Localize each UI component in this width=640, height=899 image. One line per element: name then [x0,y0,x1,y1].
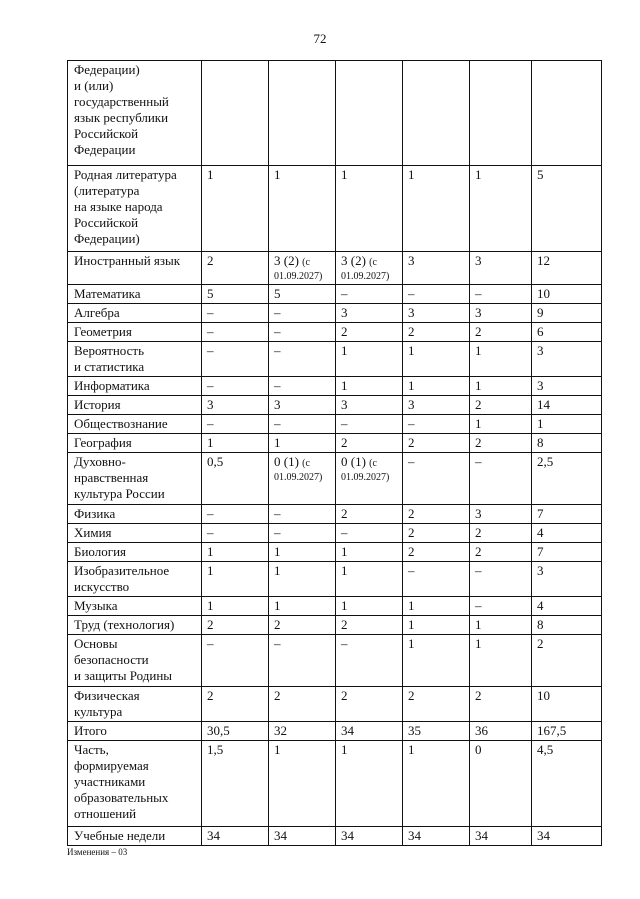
value-cell: 1 [202,543,269,562]
subject-cell [68,505,202,524]
table-row [68,524,602,543]
subject-line: История [74,397,121,412]
subject-cell [68,453,202,505]
subject-cell [68,61,202,166]
value-cell: 7 [532,543,602,562]
value-cell: 1 [403,616,470,635]
value-cell: 1 [403,166,470,252]
table-row [68,434,602,453]
subject-cell [68,562,202,597]
value-cell: 1 [470,377,532,396]
value-cell: – [470,285,532,304]
subject-line: культура [74,704,123,719]
value-cell: 2 [403,505,470,524]
value-cell: 10 [532,687,602,722]
subject-line: Физика [74,506,116,521]
value-cell [336,453,403,505]
value-cell: 1 [336,543,403,562]
value-cell: 0 [470,741,532,827]
value-cell: – [202,377,269,396]
value-cell: 2 [470,396,532,415]
value-date-note: 01.09.2027) [274,271,323,282]
value-cell: 1 [336,166,403,252]
table-row [68,323,602,342]
value-cell: 1 [336,597,403,616]
value-cell: 2 [336,505,403,524]
value-cell: 1 [470,635,532,687]
value-cell: – [269,342,336,377]
value-cell: 3 [336,304,403,323]
value-cell: 34 [470,827,532,846]
value-cell: 1 [202,562,269,597]
value-cell: 3 [532,562,602,597]
table-row [68,505,602,524]
subject-line: Учебные недели [74,828,166,843]
value-cell: 2 [336,687,403,722]
value-cell: 2,5 [532,453,602,505]
subject-line: на языке народа [74,199,163,214]
subject-cell [68,687,202,722]
subject-line: География [74,435,132,450]
value-cell: 2 [403,524,470,543]
subject-line: Алгебра [74,305,120,320]
value-cell: 167,5 [532,722,602,741]
subject-line: Основы [74,636,118,651]
value-cell: 34 [336,722,403,741]
value-cell: 3 [532,342,602,377]
value-cell: 1 [336,562,403,597]
value-cell: 10 [532,285,602,304]
value-cell: 2 [202,616,269,635]
value-cell: – [202,415,269,434]
table-row [68,597,602,616]
value-cell: 1 [269,166,336,252]
value-cell: 1 [403,635,470,687]
subject-cell [68,434,202,453]
subject-cell [68,396,202,415]
value-date-note: 01.09.2027) [274,472,323,483]
value-cell: 1 [403,342,470,377]
table-row [68,562,602,597]
value-cell: 36 [470,722,532,741]
table-row [68,285,602,304]
value-cell: 2 [202,252,269,285]
subject-line: и (или) [74,78,114,93]
value-cell: 3 [336,396,403,415]
value-cell: 1 [403,377,470,396]
value-cell: – [202,342,269,377]
subject-line: (литература [74,183,140,198]
subject-line: Геометрия [74,324,132,339]
subject-line: Биология [74,544,127,559]
value-cell: 2 [470,434,532,453]
subject-cell [68,543,202,562]
subject-cell [68,323,202,342]
value-cell: 1 [269,434,336,453]
value-cell: 30,5 [202,722,269,741]
value-cell: 3 [403,396,470,415]
value-cell: 1 [202,597,269,616]
value-cell: 1 [532,415,602,434]
value-cell: 1 [336,377,403,396]
subject-cell [68,377,202,396]
subject-line: искусство [74,579,130,594]
value-cell: 34 [403,827,470,846]
value-cell: – [202,635,269,687]
value-cell: 2 [269,616,336,635]
value-cell: 3 [202,396,269,415]
subject-line: Федерации [74,142,136,157]
table-row [68,722,602,741]
value-main: 0 (1) [341,454,370,469]
subject-line: образовательных [74,790,169,805]
value-main: 0 (1) [274,454,303,469]
value-cell: 2 [336,323,403,342]
table-row [68,827,602,846]
value-cell: 5 [532,166,602,252]
value-cell: 9 [532,304,602,323]
value-cell: 8 [532,616,602,635]
value-cell [202,61,269,166]
subject-line: Изобразительное [74,563,170,578]
value-cell: 1 [202,434,269,453]
subject-cell [68,252,202,285]
value-cell: 1 [403,597,470,616]
value-cell: 2 [336,434,403,453]
value-cell: 3 [403,304,470,323]
table-row [68,252,602,285]
subject-line: Труд (технология) [74,617,175,632]
value-cell [269,453,336,505]
subject-line: Обществознание [74,416,168,431]
table-row [68,377,602,396]
subject-cell [68,741,202,827]
subject-cell [68,342,202,377]
subject-line: нравственная [74,470,149,485]
value-cell [403,61,470,166]
subject-line: и статистика [74,359,145,374]
value-cell: 1 [336,342,403,377]
subject-line: Российской [74,215,139,230]
subject-line: Федерации) [74,231,140,246]
subject-line: Российской [74,126,139,141]
subject-cell [68,616,202,635]
subject-line: участниками [74,774,146,789]
value-cell: 34 [532,827,602,846]
value-cell: 2 [470,524,532,543]
value-cell: – [269,304,336,323]
subject-line: Итого [74,723,107,738]
table-row [68,741,602,827]
subject-cell [68,722,202,741]
value-cell [336,252,403,285]
value-cell: 1 [269,597,336,616]
value-cell: 1 [470,342,532,377]
value-cell: 4 [532,524,602,543]
value-cell: – [403,285,470,304]
value-cell: 1 [470,415,532,434]
subject-line: Математика [74,286,141,301]
subject-line: и защиты Родины [74,668,173,683]
value-date-note: (с [302,257,310,268]
table-row [68,635,602,687]
subject-line: Музыка [74,598,118,613]
value-cell [269,252,336,285]
subject-line: Часть, [74,742,109,757]
value-cell [336,61,403,166]
value-cell: 32 [269,722,336,741]
value-cell [532,61,602,166]
value-date-note: (с [369,458,377,469]
value-cell: – [269,415,336,434]
subject-line: Иностранный язык [74,253,181,268]
subject-cell [68,304,202,323]
value-cell: 2 [403,434,470,453]
value-cell: 2 [470,323,532,342]
value-cell: 2 [336,616,403,635]
page-number: 72 [313,31,327,46]
subject-cell [68,827,202,846]
value-cell: 1 [269,741,336,827]
value-cell: 2 [403,687,470,722]
value-cell: 1 [470,616,532,635]
value-date-note: (с [369,257,377,268]
value-cell: – [336,285,403,304]
value-cell: 3 [269,396,336,415]
value-cell: 5 [202,285,269,304]
value-cell: – [269,505,336,524]
value-cell: – [470,453,532,505]
value-cell: – [269,524,336,543]
value-cell: 1 [336,741,403,827]
value-cell: 1 [470,166,532,252]
value-cell: – [202,304,269,323]
value-cell: 3 [470,304,532,323]
subject-cell [68,597,202,616]
subject-line: язык республики [74,110,169,125]
subject-line: Родная литература [74,167,177,182]
subject-line: отношений [74,806,137,821]
table-row [68,687,602,722]
value-cell: 5 [269,285,336,304]
value-cell: 34 [269,827,336,846]
subject-line: Духовно- [74,454,126,469]
value-cell: – [269,323,336,342]
table-row [68,543,602,562]
value-cell: 2 [532,635,602,687]
subject-cell [68,166,202,252]
value-cell: 3 [532,377,602,396]
value-main: 3 (2) [274,253,303,268]
value-cell: 3 [403,252,470,285]
value-cell: 8 [532,434,602,453]
table-row [68,166,602,252]
value-cell: – [403,562,470,597]
table-row [68,616,602,635]
value-cell: 1 [202,166,269,252]
value-cell: 12 [532,252,602,285]
subject-line: Химия [74,525,112,540]
value-cell: – [202,323,269,342]
value-cell: – [403,415,470,434]
table-row [68,304,602,323]
table-row [68,61,602,166]
value-cell: 4 [532,597,602,616]
subject-line: безопасности [74,652,149,667]
table-row [68,453,602,505]
value-cell: 6 [532,323,602,342]
subject-line: формируемая [74,758,149,773]
value-cell: 2 [269,687,336,722]
value-cell: 2 [470,543,532,562]
subject-cell [68,524,202,543]
value-cell: 4,5 [532,741,602,827]
value-cell: – [470,597,532,616]
value-date-note: (с [302,458,310,469]
value-cell: 3 [470,505,532,524]
value-date-note: 01.09.2027) [341,472,390,483]
value-cell: 1 [269,562,336,597]
value-cell: 1 [269,543,336,562]
curriculum-table [67,60,602,846]
value-cell: 3 [470,252,532,285]
value-cell: 1 [403,741,470,827]
subject-line: Федерации) [74,62,140,77]
footer-note: Изменения – 03 [67,847,128,857]
value-cell: – [336,415,403,434]
value-cell: 2 [403,323,470,342]
value-cell: 35 [403,722,470,741]
value-cell: 1,5 [202,741,269,827]
value-cell: – [470,562,532,597]
subject-cell [68,415,202,434]
subject-cell [68,285,202,304]
subject-line: Информатика [74,378,150,393]
value-cell: 2 [403,543,470,562]
value-cell: 2 [202,687,269,722]
value-cell: – [202,524,269,543]
value-cell: 2 [470,687,532,722]
table-row [68,415,602,434]
value-cell: – [403,453,470,505]
value-cell: 0,5 [202,453,269,505]
value-date-note: 01.09.2027) [341,271,390,282]
value-cell: – [336,635,403,687]
value-cell: 34 [336,827,403,846]
value-cell: – [269,635,336,687]
value-cell: – [336,524,403,543]
subject-line: Физическая [74,688,140,703]
value-cell: 14 [532,396,602,415]
value-cell: – [202,505,269,524]
value-cell [470,61,532,166]
value-cell: 7 [532,505,602,524]
value-cell: 34 [202,827,269,846]
subject-line: культура России [74,486,165,501]
subject-line: Вероятность [74,343,145,358]
value-cell: – [269,377,336,396]
value-cell [269,61,336,166]
table-row [68,396,602,415]
value-main: 3 (2) [341,253,370,268]
subject-line: государственный [74,94,169,109]
subject-cell [68,635,202,687]
table-row [68,342,602,377]
